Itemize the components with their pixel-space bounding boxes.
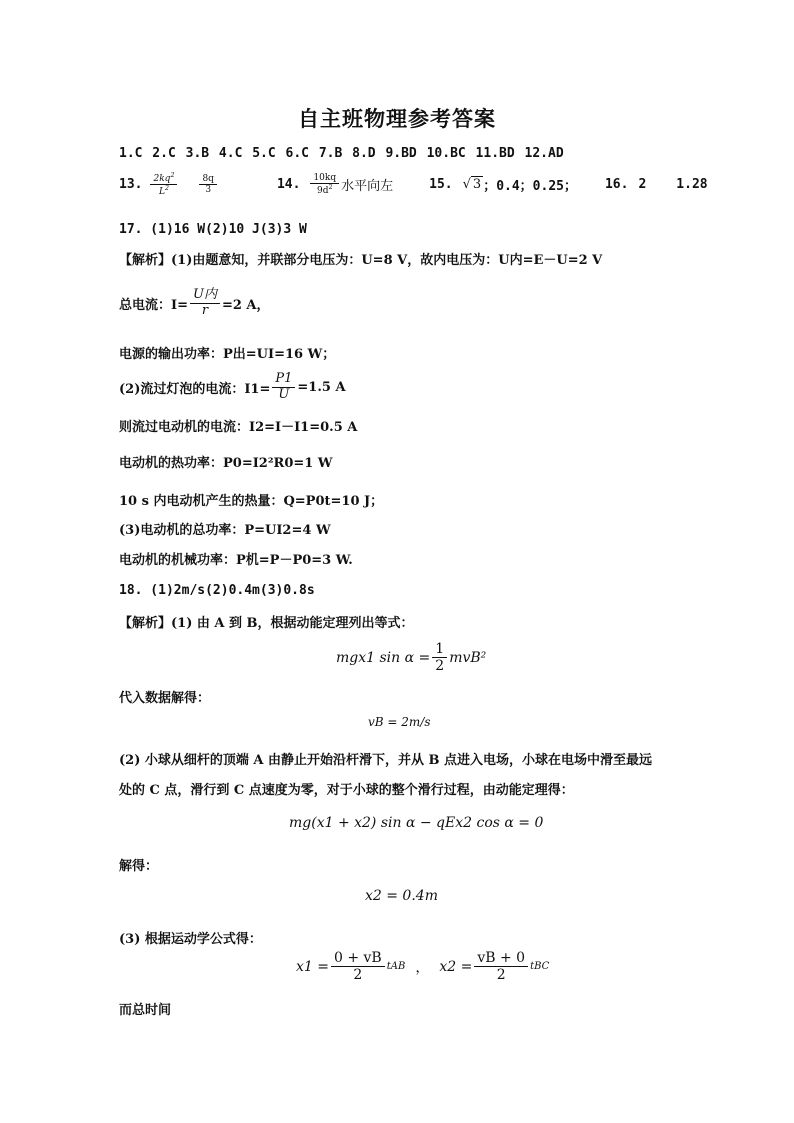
q17-line-3: 电源的输出功率：P出=UI=16 W； (119, 347, 336, 362)
q18-line-2: 代入数据解得： (119, 691, 211, 706)
q18-equation-3: mg(x1 + x2) sin α − qEx2 cos α = 0 (289, 815, 544, 831)
q17-line-1: 【解析】(1)由题意知，并联部分电压为：U=8 V，故内电压为：U内=E－U=2 V (119, 253, 603, 268)
page-title: 自主班物理参考答案 (298, 106, 496, 131)
q17-line-2 (119, 288, 270, 319)
q17-lamp-fraction (272, 372, 295, 403)
q18-eq1-right: mvB² (449, 649, 487, 666)
q13-frac1-num: 2kq (153, 174, 171, 184)
q18-line-7: 而总时间 (119, 1003, 172, 1018)
q17-header: 17. (1)16 W(2)10 J(3)3 W (119, 222, 307, 237)
q18-eq5-x2: x2 = (439, 958, 473, 975)
q18-equation-1 (336, 641, 486, 674)
q18-line-6: (3) 根据运动学公式得： (119, 932, 262, 947)
q13-fraction-2 (199, 174, 217, 196)
q17-l2-prefix: 总电流：I= (119, 297, 188, 313)
q17-line-9: 电动机的机械功率：P机=P－P0=3 W. (119, 553, 353, 568)
q17-line-5: 则流过电动机的电流：I2=I－I1=0.5 A (119, 420, 358, 435)
q13-label: 13. (119, 177, 143, 193)
q13-frac1-den-sup: 2 (164, 185, 169, 193)
q17-line-6: 电动机的热功率：P0=I2²R0=1 W (119, 456, 333, 471)
q17-l2-num: U内 (190, 288, 220, 304)
q16-value-2: 1.28 (676, 177, 708, 193)
q18-line-5: 解得： (119, 859, 159, 874)
q18-eq5-x1: x1 = (296, 958, 329, 975)
q17-line-4 (119, 372, 346, 403)
q14-fraction (310, 173, 339, 197)
q18-eq5-num1: 0 + vB (331, 950, 385, 967)
q13-frac1-den: L (158, 187, 165, 198)
q14-frac-den: 9d (317, 186, 329, 197)
q18-eq5-separator: ， (415, 959, 430, 976)
q17-l4-prefix: (2)流过灯泡的电流：I1= (119, 381, 271, 397)
q18-equation-5 (296, 950, 549, 983)
q17-l4-num: P1 (272, 372, 295, 388)
answers-row-2 (119, 172, 708, 198)
q18-equation-4: x2 = 0.4m (365, 888, 438, 904)
q18-eq5-den2: 2 (496, 967, 506, 984)
q13-frac2-den: 3 (205, 185, 212, 196)
q18-eq5-fraction-2 (474, 950, 528, 983)
q18-eq5-t2: tBC (530, 961, 550, 973)
q14-direction: 水平向左 (341, 179, 394, 195)
q13-fraction-1 (150, 172, 177, 198)
q15-label: 15. (429, 177, 453, 193)
q18-eq5-fraction-1 (331, 950, 385, 983)
q18-eq5-den1: 2 (353, 967, 363, 984)
q18-eq1-den: 2 (435, 658, 445, 675)
q18-eq1-fraction (432, 641, 447, 674)
q16-label: 16. (604, 177, 629, 193)
q15-radicand: 3 (472, 177, 482, 193)
q13-frac2-num: 8q (199, 174, 217, 185)
q17-l4-suffix: =1.5 A (297, 379, 346, 395)
q18-header: 18. (1)2m/s(2)0.4m(3)0.8s (119, 583, 315, 598)
q15-sqrt: √ 3 (462, 177, 482, 193)
q14-frac-num: 10kq (310, 173, 339, 184)
q18-line-3: (2) 小球从细杆的顶端 A 由静止开始沿杆滑下，并从 B 点进入电场，小球在电场中滑至最远 (119, 753, 653, 768)
q18-line-1: 【解析】(1) 由 A 到 B，根据动能定理列出等式： (119, 616, 414, 631)
q17-line-7: 10 s 内电动机产生的热量：Q=P0t=10 J； (119, 494, 384, 509)
q13-frac1-num-sup: 2 (170, 172, 175, 179)
q14-frac-den-sup: 2 (328, 184, 333, 192)
q17-line-8: (3)电动机的总功率：P=UI2=4 W (119, 523, 331, 538)
q18-eq1-num: 1 (432, 641, 447, 658)
q17-l2-den: r (201, 302, 209, 318)
q15-rest: ；0.4；0.25； (483, 179, 577, 195)
q14-label: 14. (276, 177, 301, 193)
q18-line-4: 处的 C 点，滑行到 C 点速度为零，对于小球的整个滑行过程，由动能定理得： (119, 783, 574, 798)
answers-row-1: 1.C 2.C 3.B 4.C 5.C 6.C 7.B 8.D 9.BD 10.BC 11.BD 12.AD (119, 146, 564, 161)
q18-equation-2: vB = 2m/s (368, 715, 431, 729)
q16-value-1: 2 (638, 177, 647, 193)
q17-l4-den: U (278, 386, 290, 402)
q18-eq5-t1: tAB (386, 961, 406, 973)
q17-current-fraction (190, 288, 220, 319)
q18-eq1-left: mgx1 sin α = (336, 649, 431, 666)
q17-l2-suffix: =2 A， (221, 297, 270, 313)
q18-eq5-num2: vB + 0 (474, 950, 528, 967)
